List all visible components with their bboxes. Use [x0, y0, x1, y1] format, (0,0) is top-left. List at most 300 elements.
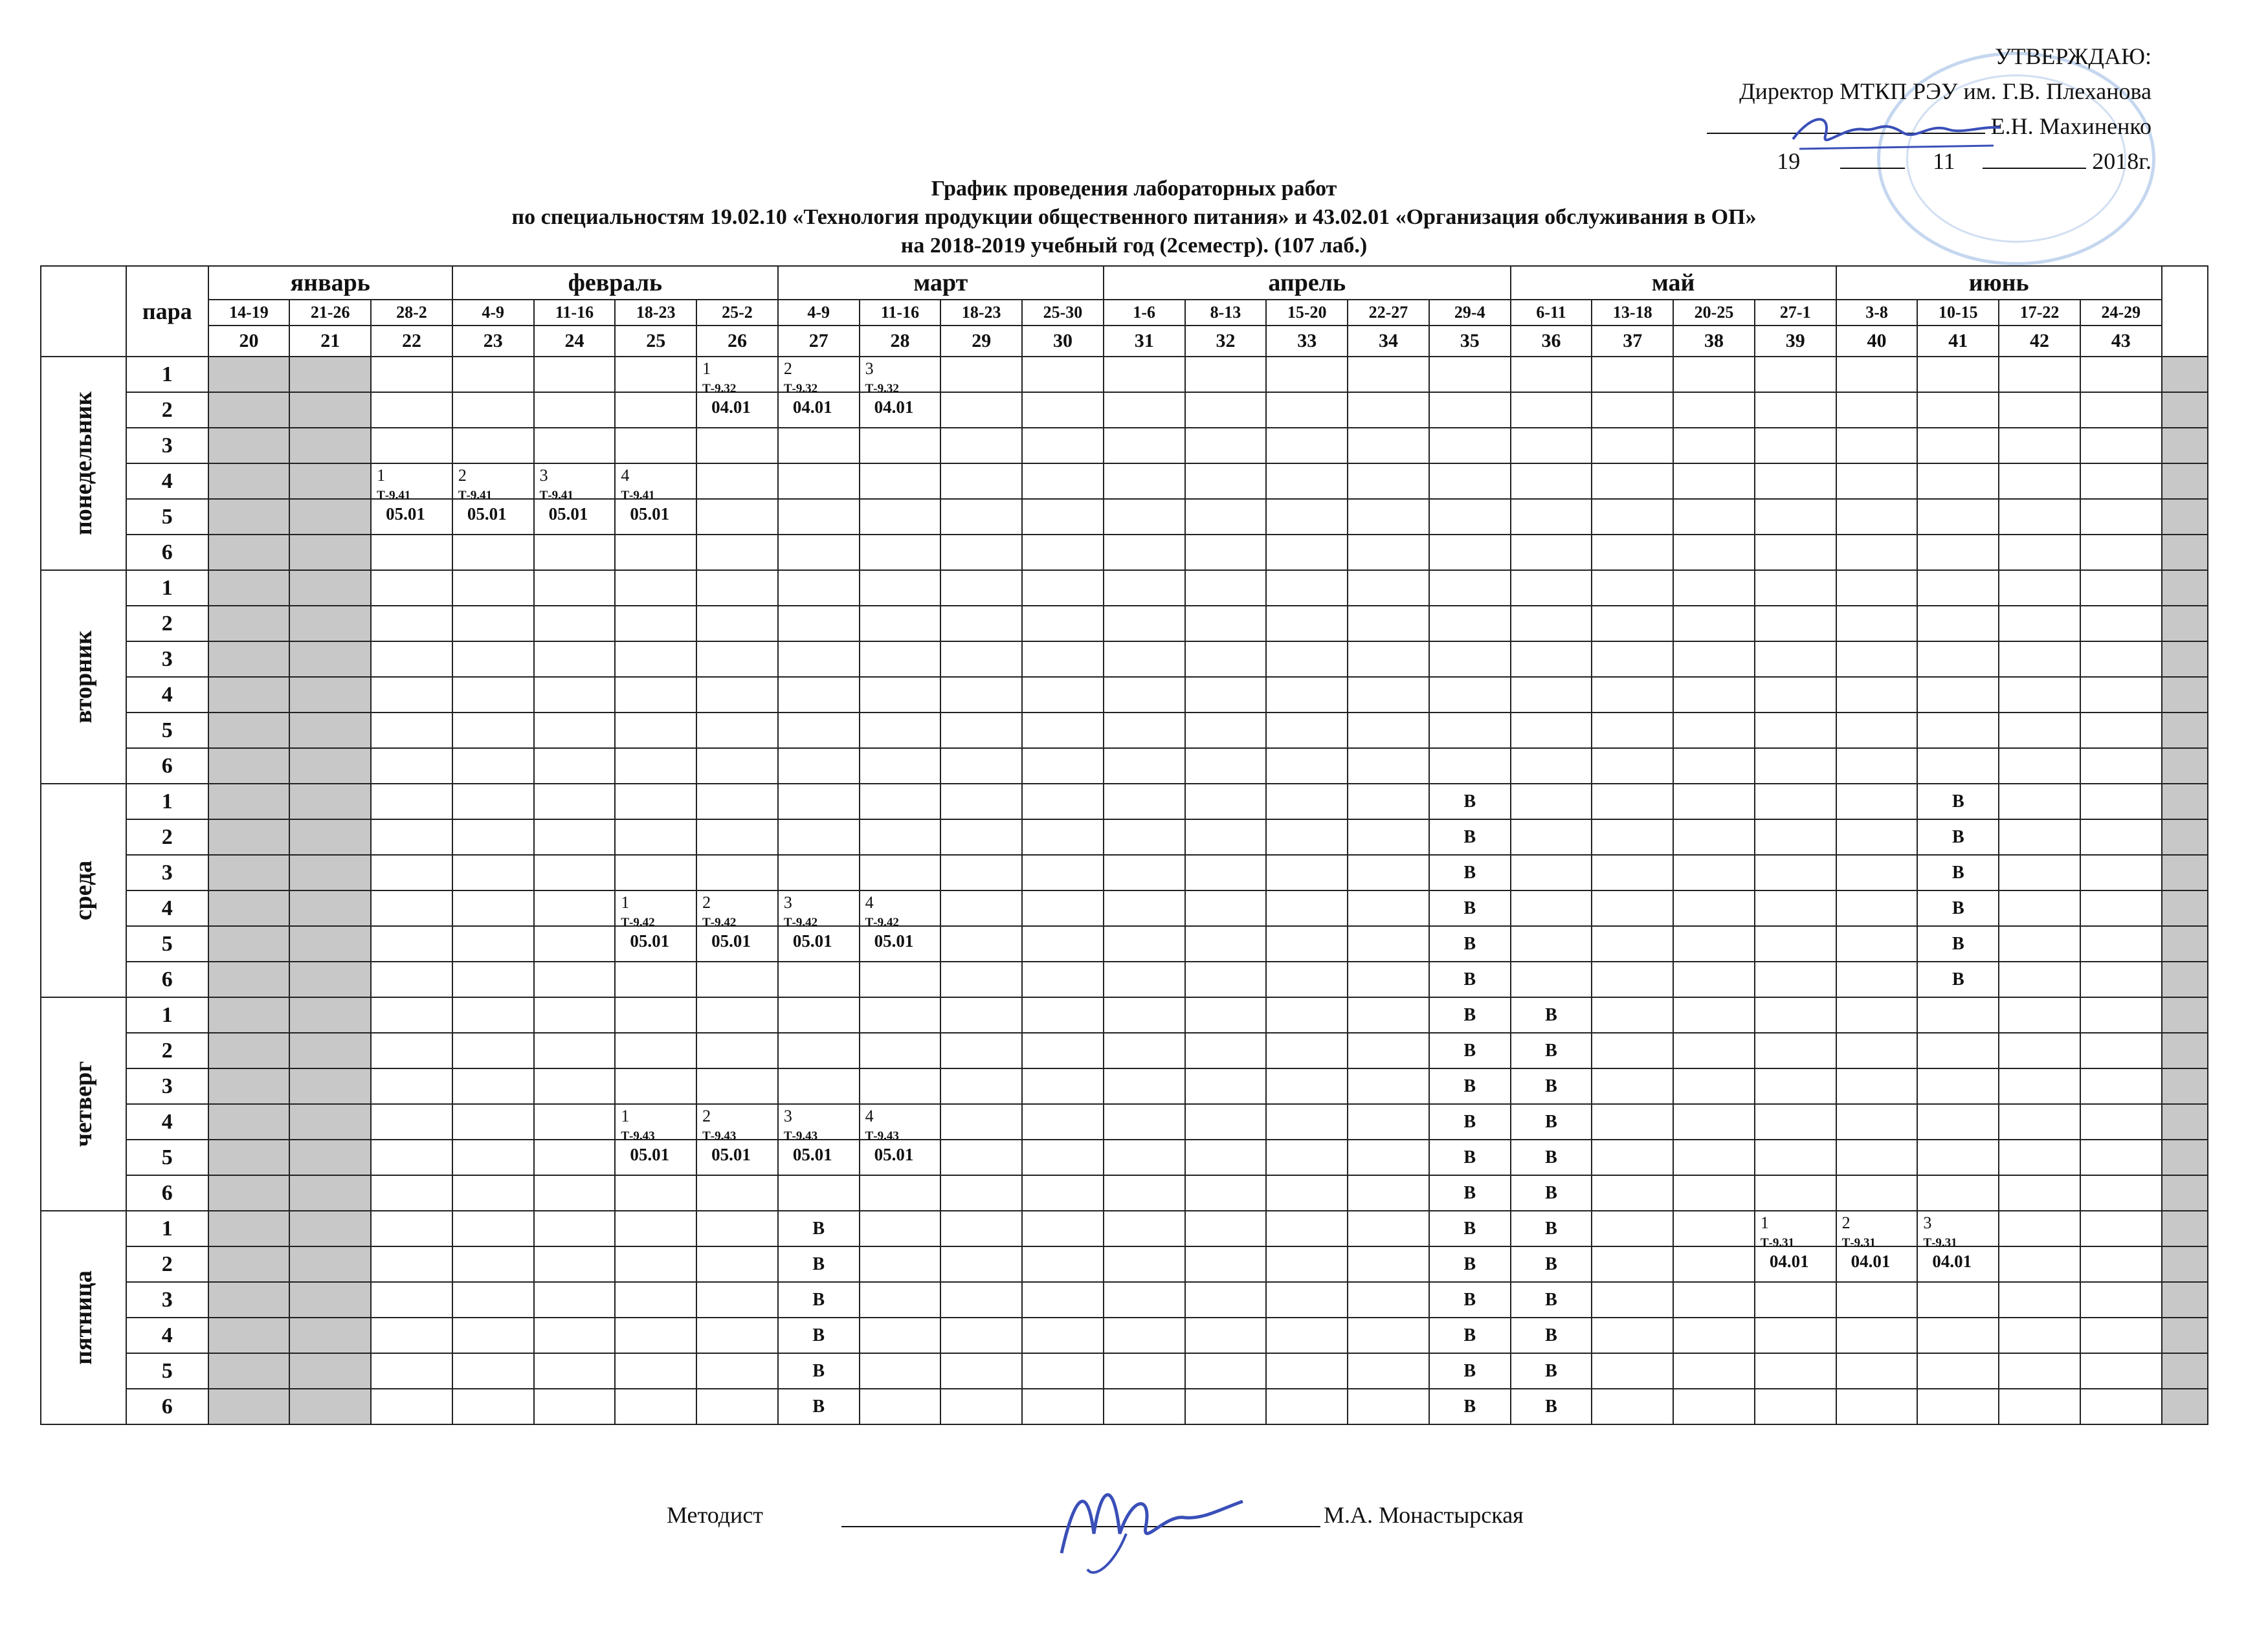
schedule-cell	[1185, 463, 1267, 499]
schedule-cell	[1511, 428, 1592, 463]
schedule-cell	[1348, 606, 1429, 641]
lab-code: 04.01	[1851, 1252, 1891, 1272]
schedule-cell	[1266, 748, 1348, 784]
schedule-cell	[696, 499, 778, 535]
schedule-cell	[1104, 463, 1185, 499]
schedule-cell	[1917, 463, 1999, 499]
week-number-header: 31	[1104, 326, 1185, 357]
schedule-cell	[1917, 499, 1999, 535]
extra-cell	[2162, 428, 2208, 463]
schedule-cell	[778, 535, 860, 570]
schedule-cell	[696, 606, 778, 641]
schedule-cell	[778, 1175, 860, 1211]
schedule-cell	[452, 1175, 534, 1211]
schedule-cell	[1266, 855, 1348, 890]
approval-signer: Е.Н. Махиненко	[1990, 113, 2151, 139]
lab-code: 05.01	[874, 1145, 914, 1165]
schedule-cell	[1836, 1318, 1918, 1353]
schedule-cell	[289, 890, 371, 926]
schedule-cell	[1266, 677, 1348, 713]
schedule-cell	[1999, 997, 2080, 1033]
approval-position: Директор МТКП РЭУ им. Г.В. Плеханова	[1739, 78, 2151, 104]
schedule-cell	[1999, 1318, 2080, 1353]
schedule-cell	[1104, 606, 1185, 641]
schedule-cell	[1999, 641, 2080, 677]
extra-col-header	[2162, 266, 2208, 357]
pair-number: 5	[126, 1140, 208, 1175]
extra-cell	[2162, 1282, 2208, 1318]
week-range-header: 13-18	[1592, 300, 1673, 326]
holiday-mark: В	[1429, 962, 1511, 997]
schedule-cell	[1592, 890, 1673, 926]
schedule-cell	[289, 428, 371, 463]
schedule-cell	[1348, 962, 1429, 997]
schedule-cell	[534, 428, 616, 463]
schedule-cell	[452, 784, 534, 819]
extra-cell	[2162, 1104, 2208, 1140]
title-line-3: на 2018-2019 учебный год (2семестр). (107 лаб.)	[900, 234, 1368, 258]
schedule-cell	[1917, 1389, 1999, 1424]
extra-cell	[2162, 1389, 2208, 1424]
lab-code: 04.01	[874, 397, 914, 417]
schedule-cell	[1348, 1353, 1429, 1389]
schedule-cell	[452, 713, 534, 748]
schedule-cell	[1185, 677, 1267, 713]
schedule-cell	[1836, 392, 1918, 428]
approval-heading: УТВЕРЖДАЮ:	[1994, 43, 2151, 69]
schedule-cell	[1917, 570, 1999, 606]
schedule-cell	[778, 855, 860, 890]
schedule-table	[40, 265, 2208, 1425]
schedule-cell	[696, 1175, 778, 1211]
holiday-mark: В	[778, 1246, 860, 1282]
week-numbers-row	[41, 326, 2208, 357]
pair-number: 6	[126, 1175, 208, 1211]
lab-group: Т-9.42	[702, 915, 737, 929]
schedule-cell	[860, 819, 941, 855]
schedule-cell	[1592, 1175, 1673, 1211]
week-range-header: 15-20	[1266, 300, 1348, 326]
date-year: 2018г.	[2092, 148, 2151, 174]
schedule-cell	[1673, 784, 1755, 819]
schedule-cell	[1429, 535, 1511, 570]
document-title	[0, 175, 2268, 260]
schedule-row	[41, 463, 2208, 499]
schedule-cell	[289, 641, 371, 677]
schedule-cell	[534, 570, 616, 606]
schedule-cell	[1917, 1175, 1999, 1211]
schedule-cell	[371, 1318, 452, 1353]
schedule-cell	[778, 677, 860, 713]
lab-group: Т-9.41	[539, 488, 573, 502]
week-range-header: 4-9	[452, 300, 534, 326]
schedule-cell	[1104, 1175, 1185, 1211]
schedule-cell	[289, 748, 371, 784]
schedule-cell	[1592, 1389, 1673, 1424]
schedule-cell	[615, 819, 696, 855]
schedule-cell	[1185, 1211, 1267, 1246]
schedule-cell	[1673, 499, 1755, 535]
schedule-cell	[1755, 499, 1836, 535]
schedule-cell	[860, 1318, 941, 1353]
schedule-cell	[452, 1389, 534, 1424]
lab-number: 2	[1841, 1213, 1851, 1232]
pair-number: 5	[126, 1353, 208, 1389]
schedule-cell	[860, 677, 941, 713]
schedule-cell	[778, 713, 860, 748]
schedule-cell	[1185, 819, 1267, 855]
schedule-row	[41, 855, 2208, 890]
schedule-cell	[696, 428, 778, 463]
schedule-cell	[289, 1353, 371, 1389]
schedule-cell	[1917, 1033, 1999, 1068]
schedule-cell	[860, 713, 941, 748]
schedule-cell	[289, 1282, 371, 1318]
schedule-cell	[534, 997, 616, 1033]
holiday-mark: В	[778, 1318, 860, 1353]
schedule-cell	[1836, 1033, 1918, 1068]
extra-cell	[2162, 784, 2208, 819]
schedule-cell	[1999, 784, 2080, 819]
schedule-cell	[1429, 499, 1511, 535]
holiday-mark: В	[1511, 1104, 1592, 1140]
schedule-cell	[1673, 855, 1755, 890]
lab-number: 3	[1923, 1213, 1932, 1232]
schedule-cell	[2080, 855, 2162, 890]
schedule-cell	[1266, 499, 1348, 535]
schedule-cell	[1999, 428, 2080, 463]
schedule-cell	[208, 463, 290, 499]
schedule-cell	[1836, 428, 1918, 463]
schedule-cell	[1429, 463, 1511, 499]
schedule-cell	[778, 1068, 860, 1104]
schedule-cell	[1999, 535, 2080, 570]
week-range-header: 20-25	[1673, 300, 1755, 326]
schedule-cell	[1104, 819, 1185, 855]
schedule-cell	[1673, 392, 1755, 428]
schedule-cell	[696, 677, 778, 713]
schedule-cell	[940, 535, 1022, 570]
schedule-cell	[1104, 499, 1185, 535]
schedule-cell	[1592, 606, 1673, 641]
schedule-cell	[1592, 570, 1673, 606]
schedule-cell	[1511, 784, 1592, 819]
schedule-cell	[1266, 1211, 1348, 1246]
week-range-header: 27-1	[1755, 300, 1836, 326]
week-number-header: 29	[940, 326, 1022, 357]
week-range-header: 18-23	[615, 300, 696, 326]
schedule-cell	[1266, 1389, 1348, 1424]
schedule-cell	[208, 1033, 290, 1068]
month-header: апрель	[1104, 266, 1511, 300]
schedule-cell	[1022, 926, 1104, 962]
schedule-cell	[1755, 677, 1836, 713]
schedule-cell	[1917, 1318, 1999, 1353]
schedule-cell	[1104, 1246, 1185, 1282]
schedule-cell	[778, 606, 860, 641]
schedule-cell	[452, 1068, 534, 1104]
schedule-row	[41, 713, 2208, 748]
schedule-cell	[1511, 641, 1592, 677]
lab-entry	[865, 894, 914, 951]
schedule-cell	[2080, 1140, 2162, 1175]
lab-number: 1	[621, 893, 630, 912]
extra-cell	[2162, 997, 2208, 1033]
schedule-row	[41, 784, 2208, 819]
schedule-cell	[1836, 463, 1918, 499]
schedule-cell	[289, 1389, 371, 1424]
schedule-cell	[1755, 1318, 1836, 1353]
week-number-header: 20	[208, 326, 290, 357]
schedule-cell	[1592, 819, 1673, 855]
schedule-cell	[696, 535, 778, 570]
schedule-cell	[1836, 1282, 1918, 1318]
schedule-cell	[1348, 926, 1429, 962]
schedule-row	[41, 1282, 2208, 1318]
director-signature	[1786, 100, 2007, 159]
schedule-cell	[1185, 606, 1267, 641]
lab-entry-cell	[1755, 1211, 1836, 1272]
schedule-cell	[208, 1211, 290, 1246]
schedule-cell	[1836, 1389, 1918, 1424]
schedule-cell	[208, 1282, 290, 1318]
schedule-cell	[1917, 357, 1999, 392]
schedule-cell	[2080, 357, 2162, 392]
schedule-cell	[534, 1353, 616, 1389]
schedule-cell	[860, 1246, 941, 1282]
schedule-cell	[534, 392, 616, 428]
lab-entry	[702, 894, 751, 951]
schedule-cell	[860, 641, 941, 677]
schedule-cell	[696, 784, 778, 819]
schedule-cell	[1511, 962, 1592, 997]
schedule-cell	[696, 819, 778, 855]
week-range-header: 4-9	[778, 300, 860, 326]
schedule-cell	[208, 784, 290, 819]
schedule-cell	[2080, 748, 2162, 784]
schedule-cell	[940, 357, 1022, 392]
schedule-cell	[860, 1175, 941, 1211]
schedule-cell	[1673, 1246, 1755, 1282]
schedule-cell	[778, 428, 860, 463]
lab-entry	[458, 467, 507, 524]
schedule-cell	[452, 535, 534, 570]
schedule-cell	[940, 784, 1022, 819]
schedule-cell	[1511, 926, 1592, 962]
schedule-cell	[1348, 997, 1429, 1033]
schedule-cell	[615, 1175, 696, 1211]
schedule-cell	[1836, 1068, 1918, 1104]
schedule-cell	[208, 1104, 290, 1140]
schedule-cell	[1266, 428, 1348, 463]
schedule-cell	[1836, 713, 1918, 748]
extra-cell	[2162, 855, 2208, 890]
schedule-cell	[860, 499, 941, 535]
holiday-mark: В	[1511, 1318, 1592, 1353]
schedule-cell	[696, 1282, 778, 1318]
schedule-cell	[1592, 357, 1673, 392]
week-number-header: 43	[2080, 326, 2162, 357]
schedule-cell	[289, 997, 371, 1033]
schedule-cell	[696, 1318, 778, 1353]
schedule-cell	[1104, 1318, 1185, 1353]
schedule-cell	[940, 1211, 1022, 1246]
schedule-cell	[371, 1211, 452, 1246]
month-header: июнь	[1836, 266, 2162, 300]
schedule-cell	[1104, 1033, 1185, 1068]
schedule-cell	[1673, 1389, 1755, 1424]
lab-code: 05.01	[711, 1145, 751, 1165]
lab-number: 2	[458, 466, 467, 485]
schedule-cell	[1429, 357, 1511, 392]
schedule-cell	[1348, 784, 1429, 819]
schedule-cell	[1755, 784, 1836, 819]
schedule-cell	[289, 535, 371, 570]
schedule-cell	[696, 962, 778, 997]
schedule-cell	[1511, 855, 1592, 890]
lab-number: 3	[783, 1107, 792, 1125]
lab-code: 05.01	[467, 504, 507, 524]
schedule-cell	[940, 606, 1022, 641]
schedule-cell	[940, 1389, 1022, 1424]
holiday-mark: В	[1917, 819, 1999, 855]
schedule-cell	[208, 606, 290, 641]
schedule-cell	[1185, 428, 1267, 463]
schedule-cell	[1592, 1282, 1673, 1318]
schedule-cell	[289, 1246, 371, 1282]
schedule-cell	[1999, 677, 2080, 713]
schedule-cell	[1673, 1211, 1755, 1246]
schedule-cell	[1348, 499, 1429, 535]
schedule-cell	[208, 641, 290, 677]
schedule-cell	[2080, 1318, 2162, 1353]
schedule-cell	[1673, 748, 1755, 784]
schedule-cell	[615, 748, 696, 784]
schedule-cell	[615, 641, 696, 677]
date-month: 11	[1932, 148, 1955, 174]
schedule-cell	[860, 1211, 941, 1246]
schedule-cell	[208, 428, 290, 463]
schedule-cell	[1592, 1104, 1673, 1140]
schedule-cell	[2080, 784, 2162, 819]
holiday-mark: В	[1429, 855, 1511, 890]
schedule-cell	[1022, 535, 1104, 570]
schedule-cell	[371, 641, 452, 677]
schedule-cell	[452, 1104, 534, 1140]
schedule-cell	[1104, 392, 1185, 428]
day-label: понедельник	[69, 391, 97, 536]
schedule-cell	[1266, 1353, 1348, 1389]
week-number-header: 37	[1592, 326, 1673, 357]
schedule-cell	[1104, 855, 1185, 890]
schedule-cell	[1104, 1211, 1185, 1246]
lab-entry-cell	[778, 1104, 860, 1165]
schedule-cell	[452, 677, 534, 713]
schedule-cell	[1673, 890, 1755, 926]
schedule-cell	[1511, 890, 1592, 926]
schedule-cell	[1673, 1282, 1755, 1318]
schedule-cell	[1266, 926, 1348, 962]
schedule-cell	[1348, 713, 1429, 748]
extra-cell	[2162, 819, 2208, 855]
schedule-cell	[1104, 535, 1185, 570]
schedule-cell	[1266, 784, 1348, 819]
week-range-header: 3-8	[1836, 300, 1918, 326]
schedule-cell	[1511, 748, 1592, 784]
holiday-mark: В	[1511, 1282, 1592, 1318]
schedule-cell	[452, 748, 534, 784]
schedule-cell	[778, 784, 860, 819]
schedule-cell	[1673, 463, 1755, 499]
schedule-cell	[1836, 357, 1918, 392]
schedule-cell	[940, 1104, 1022, 1140]
week-number-header: 40	[1836, 326, 1918, 357]
schedule-cell	[778, 962, 860, 997]
schedule-cell	[1592, 463, 1673, 499]
schedule-cell	[1592, 1246, 1673, 1282]
lab-number: 2	[702, 1107, 711, 1125]
schedule-cell	[1917, 606, 1999, 641]
schedule-cell	[940, 1140, 1022, 1175]
schedule-cell	[1429, 606, 1511, 641]
pair-number: 6	[126, 535, 208, 570]
methodist-name: М.А. Монастырская	[1324, 1502, 1524, 1528]
schedule-cell	[860, 570, 941, 606]
schedule-cell	[1673, 713, 1755, 748]
lab-code: 05.01	[548, 504, 588, 524]
schedule-cell	[1185, 926, 1267, 962]
schedule-cell	[1592, 713, 1673, 748]
extra-cell	[2162, 1033, 2208, 1068]
schedule-cell	[615, 962, 696, 997]
holiday-mark: В	[1429, 1068, 1511, 1104]
schedule-cell	[371, 1140, 452, 1175]
schedule-cell	[2080, 463, 2162, 499]
schedule-cell	[1185, 499, 1267, 535]
lab-number: 4	[865, 893, 874, 912]
schedule-cell	[1999, 890, 2080, 926]
schedule-cell	[1673, 1033, 1755, 1068]
schedule-cell	[1999, 1282, 2080, 1318]
holiday-mark: В	[1429, 1033, 1511, 1068]
schedule-cell	[208, 926, 290, 962]
week-number-header: 24	[534, 326, 616, 357]
schedule-cell	[1266, 1246, 1348, 1282]
schedule-cell	[1185, 1389, 1267, 1424]
schedule-cell	[1104, 748, 1185, 784]
week-number-header: 35	[1429, 326, 1511, 357]
schedule-cell	[371, 1389, 452, 1424]
schedule-cell	[2080, 1068, 2162, 1104]
schedule-cell	[289, 962, 371, 997]
schedule-cell	[534, 962, 616, 997]
schedule-cell	[289, 1175, 371, 1211]
holiday-mark: В	[1429, 1211, 1511, 1246]
extra-cell	[2162, 1211, 2208, 1246]
week-range-header: 6-11	[1511, 300, 1592, 326]
schedule-row	[41, 641, 2208, 677]
lab-entry-cell	[696, 890, 778, 951]
schedule-cell	[1348, 1389, 1429, 1424]
schedule-row	[41, 997, 2208, 1033]
schedule-cell	[1592, 677, 1673, 713]
schedule-cell	[208, 677, 290, 713]
schedule-cell	[371, 1353, 452, 1389]
schedule-cell	[1429, 570, 1511, 606]
schedule-cell	[534, 713, 616, 748]
schedule-cell	[1592, 535, 1673, 570]
schedule-cell	[208, 890, 290, 926]
